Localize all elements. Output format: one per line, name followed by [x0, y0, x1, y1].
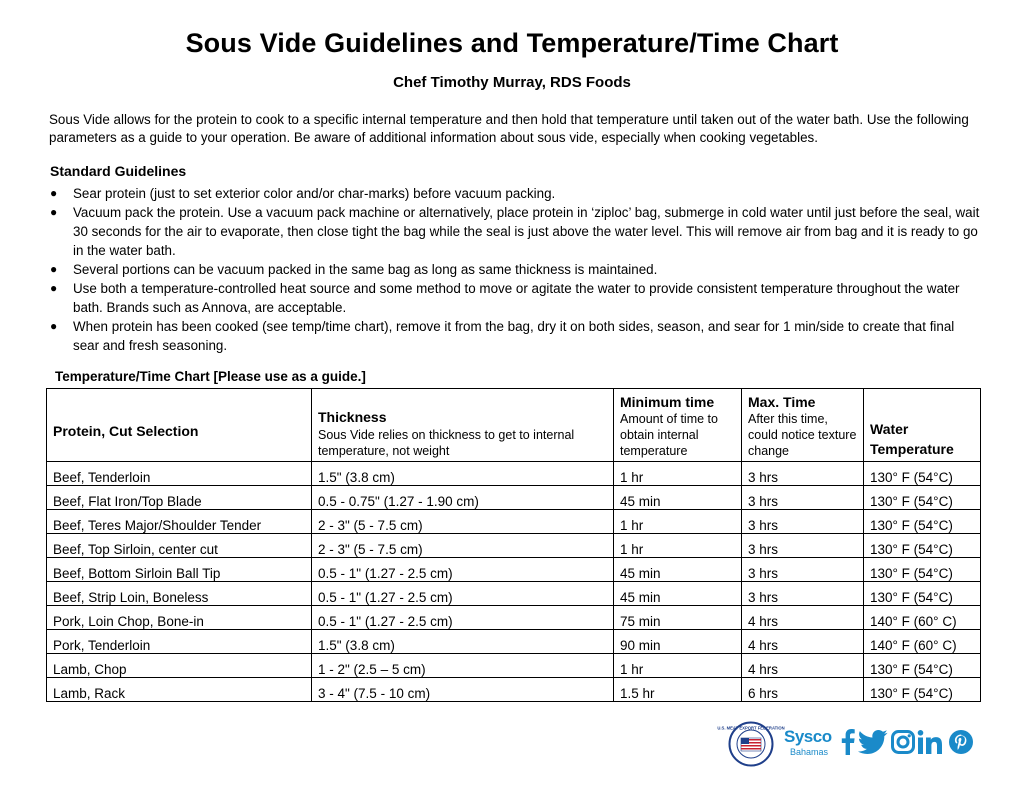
cell-water-temp: 130° F (54°C)	[864, 534, 981, 558]
twitter-icon[interactable]	[858, 730, 888, 759]
column-title: Thickness	[318, 409, 387, 425]
sysco-logo	[784, 727, 840, 761]
cell-water-temp: 130° F (54°C)	[864, 510, 981, 534]
cell-water-temp: 130° F (54°C)	[864, 462, 981, 486]
cell-thickness: 1.5" (3.8 cm)	[312, 630, 614, 654]
cell-water-temp: 130° F (54°C)	[864, 558, 981, 582]
chart-heading: Temperature/Time Chart [Please use as a guide.]	[55, 369, 366, 384]
intro-paragraph: Sous Vide allows for the protein to cook to a specific internal temperature and then hold that temperature until taken out of the water bath. Use the following parameters as a guide to your operation. Be aware of additional information about sous vide, especially when cooking vegetables.	[49, 112, 969, 145]
bullet-icon: ●	[50, 281, 58, 295]
usmef-logo	[717, 721, 785, 767]
column-note: Amount of time to obtain internal temperature	[620, 412, 718, 458]
cell-max-time: 3 hrs	[742, 582, 864, 606]
cell-protein: Pork, Tenderloin	[47, 630, 312, 654]
guidelines-list	[49, 184, 984, 355]
facebook-icon[interactable]	[841, 729, 855, 760]
cell-water-temp: 130° F (54°C)	[864, 654, 981, 678]
cell-min-time: 75 min	[614, 606, 742, 630]
bullet-icon: ●	[50, 186, 58, 200]
cell-water-temp: 140° F (60° C)	[864, 606, 981, 630]
bullet-icon: ●	[50, 262, 58, 276]
table-row	[47, 582, 981, 606]
list-item	[49, 279, 984, 317]
cell-thickness: 2 - 3" (5 - 7.5 cm)	[312, 510, 614, 534]
cell-min-time: 1.5 hr	[614, 678, 742, 702]
cell-thickness: 2 - 3" (5 - 7.5 cm)	[312, 534, 614, 558]
column-header-min-time	[614, 389, 742, 462]
usmef-logo-text: U.S. MEAT EXPORT FEDERATION	[717, 725, 785, 731]
cell-water-temp: 130° F (54°C)	[864, 486, 981, 510]
cell-water-temp: 140° F (60° C)	[864, 630, 981, 654]
pinterest-icon[interactable]	[949, 730, 973, 759]
cell-min-time: 1 hr	[614, 510, 742, 534]
column-note: After this time, could notice texture change	[748, 412, 857, 458]
table-row	[47, 606, 981, 630]
cell-max-time: 3 hrs	[742, 510, 864, 534]
list-item	[49, 184, 984, 203]
table-row	[47, 654, 981, 678]
cell-min-time: 45 min	[614, 558, 742, 582]
table-row	[47, 558, 981, 582]
cell-thickness: 0.5 - 1" (1.27 - 2.5 cm)	[312, 582, 614, 606]
cell-protein: Beef, Flat Iron/Top Blade	[47, 486, 312, 510]
column-title: Water Temperature	[870, 421, 954, 457]
table-body	[47, 462, 981, 702]
cell-min-time: 45 min	[614, 486, 742, 510]
cell-thickness: 3 - 4" (7.5 - 10 cm)	[312, 678, 614, 702]
cell-max-time: 3 hrs	[742, 534, 864, 558]
guideline-text: Vacuum pack the protein. Use a vacuum pack machine or alternatively, place protein in ‘ziploc’ bag, submerge in cold water until just before the seal, wait 30 seconds for the air to evaporate, then close tight the bag while the seal is just above the water level. This will remove air from bag and it is ready to go in the water bath.	[73, 205, 980, 258]
guideline-text: Use both a temperature-controlled heat source and some method to move or agitate the water to provide consistent temperature throughout the water bath. Brands such as Annova, are acceptable.	[73, 281, 960, 315]
cell-max-time: 4 hrs	[742, 654, 864, 678]
column-title: Protein, Cut Selection	[53, 423, 199, 439]
column-title: Max. Time	[748, 394, 816, 410]
cell-thickness: 1.5" (3.8 cm)	[312, 462, 614, 486]
author-subtitle: Chef Timothy Murray, RDS Foods	[393, 74, 631, 91]
cell-thickness: 0.5 - 0.75" (1.27 - 1.90 cm)	[312, 486, 614, 510]
cell-min-time: 1 hr	[614, 534, 742, 558]
table-row	[47, 486, 981, 510]
list-item	[49, 203, 984, 260]
guideline-text: Sear protein (just to set exterior color and/or char-marks) before vacuum packing.	[73, 186, 556, 201]
cell-protein: Beef, Tenderloin	[47, 462, 312, 486]
table-row	[47, 510, 981, 534]
table-row	[47, 630, 981, 654]
cell-max-time: 3 hrs	[742, 558, 864, 582]
guideline-text: Several portions can be vacuum packed in the same bag as long as same thickness is maintained.	[73, 262, 658, 277]
guideline-text: When protein has been cooked (see temp/time chart), remove it from the bag, dry it on both sides, season, and sear for 1 min/side to create that final sear and fresh seasoning.	[73, 319, 955, 353]
table-row	[47, 462, 981, 486]
cell-water-temp: 130° F (54°C)	[864, 582, 981, 606]
cell-protein: Pork, Loin Chop, Bone-in	[47, 606, 312, 630]
sysco-region: Bahamas	[790, 747, 829, 757]
column-header-max-time	[742, 389, 864, 462]
column-header-water-temp	[864, 389, 981, 462]
cell-protein: Beef, Top Sirloin, center cut	[47, 534, 312, 558]
temperature-time-table	[46, 388, 981, 702]
bullet-icon: ●	[50, 205, 58, 219]
column-header-protein	[47, 389, 312, 462]
cell-protein: Beef, Teres Major/Shoulder Tender	[47, 510, 312, 534]
sysco-name: Sysco	[784, 727, 832, 746]
cell-min-time: 1 hr	[614, 462, 742, 486]
table-row	[47, 534, 981, 558]
cell-max-time: 3 hrs	[742, 486, 864, 510]
cell-max-time: 4 hrs	[742, 630, 864, 654]
column-title: Minimum time	[620, 394, 715, 410]
social-links	[841, 729, 973, 760]
cell-min-time: 1 hr	[614, 654, 742, 678]
page-title: Sous Vide Guidelines and Temperature/Time Chart	[185, 28, 839, 58]
list-item	[49, 317, 984, 355]
bullet-icon: ●	[50, 319, 58, 333]
cell-max-time: 3 hrs	[742, 462, 864, 486]
cell-protein: Beef, Strip Loin, Boneless	[47, 582, 312, 606]
cell-max-time: 4 hrs	[742, 606, 864, 630]
column-note: Sous Vide relies on thickness to get to internal temperature, not weight	[318, 428, 575, 458]
cell-min-time: 90 min	[614, 630, 742, 654]
table-row	[47, 678, 981, 702]
cell-protein: Lamb, Rack	[47, 678, 312, 702]
list-item	[49, 260, 984, 279]
cell-protein: Beef, Bottom Sirloin Ball Tip	[47, 558, 312, 582]
instagram-icon[interactable]	[891, 730, 915, 759]
cell-thickness: 0.5 - 1" (1.27 - 2.5 cm)	[312, 558, 614, 582]
cell-water-temp: 130° F (54°C)	[864, 678, 981, 702]
cell-protein: Lamb, Chop	[47, 654, 312, 678]
table-header-row	[47, 389, 981, 462]
cell-min-time: 45 min	[614, 582, 742, 606]
cell-thickness: 0.5 - 1" (1.27 - 2.5 cm)	[312, 606, 614, 630]
linkedin-icon[interactable]	[918, 730, 946, 759]
column-header-thickness	[312, 389, 614, 462]
cell-thickness: 1 - 2" (2.5 – 5 cm)	[312, 654, 614, 678]
cell-max-time: 6 hrs	[742, 678, 864, 702]
guidelines-heading: Standard Guidelines	[50, 163, 187, 179]
